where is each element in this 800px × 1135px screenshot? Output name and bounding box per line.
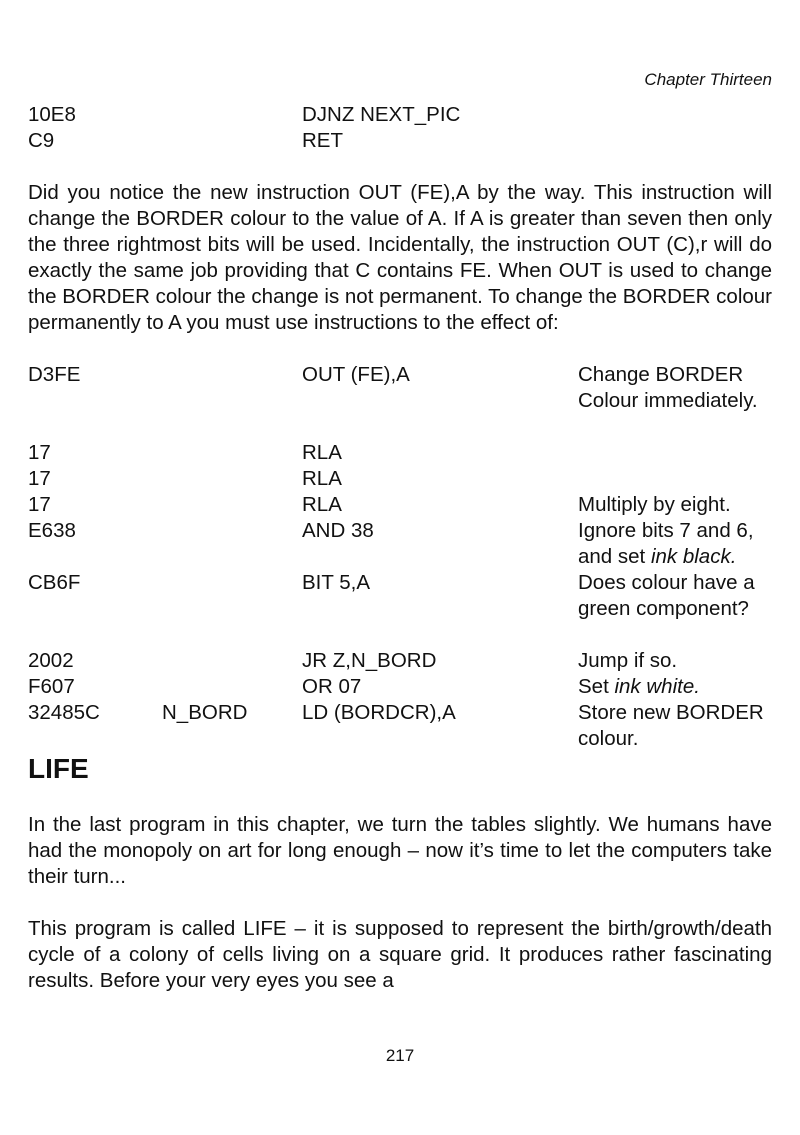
instruction: OR 07 (302, 675, 362, 698)
hex-code: CB6F (28, 571, 81, 594)
comment-emphasis: ink white. (614, 675, 700, 698)
code-row (28, 102, 772, 128)
code-row (28, 492, 772, 518)
comment-emphasis: ink black. (650, 545, 737, 568)
hex-code: 17 (28, 467, 51, 490)
code-row (28, 648, 772, 674)
comment: Jump if so. (578, 649, 678, 672)
hex-code: D3FE (28, 363, 81, 386)
listing-2 (28, 362, 772, 752)
comment-text: Set (578, 675, 615, 698)
paragraph-out-instruction: Did you notice the new instruction OUT (FE),A by the way. This instruction will change the BORDER colour to the value of A. If A is greater than seven then only the three rightmost bits will be used. Incidentally, the instruction OUT (C),r will do exactly the same job providing that C contains FE. When OUT is used to change the BORDER colour the change is not permanent. To change the BORDER colour permanently to A you must use instructions to the effect of: (28, 181, 772, 334)
hex-code: 17 (28, 441, 51, 464)
paragraph-intro: In the last program in this chapter, we turn the tables slightly. We humans have had the monopoly on art for long enough – now it’s time to let the computers take their turn... (28, 813, 772, 888)
page-number: 217 (385, 1046, 415, 1065)
label: N_BORD (162, 701, 248, 724)
instruction: RET (302, 129, 343, 152)
hex-code: C9 (28, 129, 55, 152)
hex-code: 2002 (28, 649, 74, 672)
paragraph-life-description: This program is called LIFE – it is supposed to represent the birth/growth/death cycle of a colony of cells living on a square grid. It produces rather fascinating results. Before your very eyes you see a (28, 917, 772, 992)
comment-text: Ignore bits 7 and 6, and set (578, 519, 754, 568)
instruction: JR Z,N_BORD (302, 649, 437, 672)
comment: Change BORDER Colour immediately. (578, 363, 758, 412)
code-row (28, 362, 772, 440)
comment (578, 518, 778, 570)
comment: Multiply by eight. (578, 493, 731, 516)
hex-code: 32485C (28, 701, 100, 724)
section-heading: LIFE (28, 753, 89, 784)
hex-code: F607 (28, 675, 75, 698)
code-row (28, 570, 772, 648)
code-row (28, 700, 772, 752)
code-row (28, 440, 772, 466)
instruction: LD (BORDCR),A (302, 701, 456, 724)
instruction: RLA (302, 467, 342, 490)
page-content (28, 102, 772, 994)
chapter-header: Chapter Thirteen (644, 70, 772, 89)
instruction: AND 38 (302, 519, 374, 542)
hex-code: 10E8 (28, 103, 76, 126)
instruction: BIT 5,A (302, 571, 370, 594)
listing-1 (28, 102, 772, 154)
hex-code: E638 (28, 519, 76, 542)
instruction: OUT (FE),A (302, 363, 410, 386)
code-row (28, 128, 772, 154)
hex-code: 17 (28, 493, 51, 516)
code-row (28, 674, 772, 700)
instruction: DJNZ NEXT_PIC (302, 103, 461, 126)
comment: Does colour have a green component? (578, 571, 755, 620)
instruction: RLA (302, 441, 342, 464)
comment: Store new BORDER colour. (578, 701, 764, 750)
comment (578, 674, 778, 700)
code-row (28, 518, 772, 570)
code-row (28, 466, 772, 492)
instruction: RLA (302, 493, 342, 516)
